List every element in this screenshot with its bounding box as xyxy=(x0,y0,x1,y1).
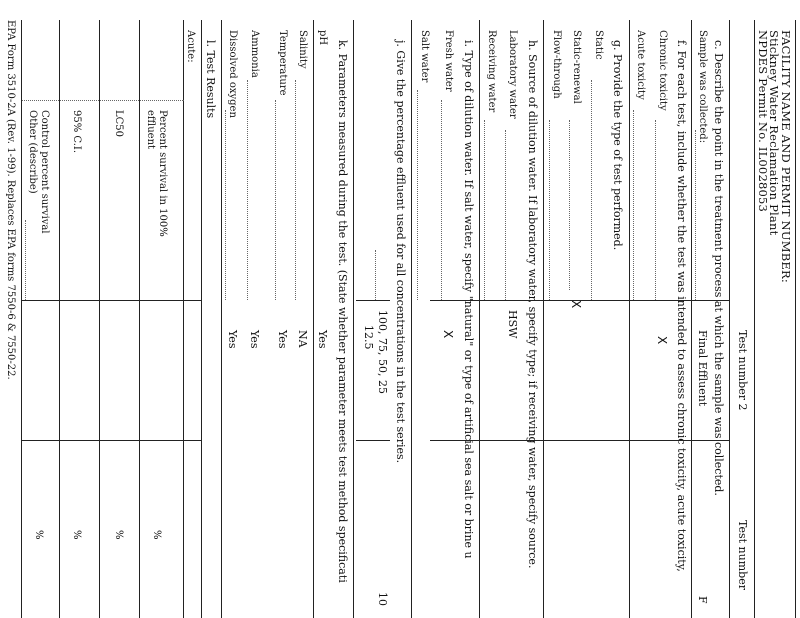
header-facility-name: Stickney Water Reclamation Plant xyxy=(767,30,781,236)
static-label: Static xyxy=(593,30,604,60)
row-rule xyxy=(691,20,692,618)
leader-dots xyxy=(505,130,506,300)
concentrations-col2: 10 xyxy=(376,592,389,606)
chronic-label: Chronic toxicity xyxy=(657,30,668,111)
acute-results-label: Acute: xyxy=(185,30,196,63)
percent-survival-line2: effluent xyxy=(145,110,156,150)
leader-dots xyxy=(225,110,226,300)
static-renewal-check: X xyxy=(569,300,583,309)
salt-water-label: Salt water xyxy=(419,30,430,83)
row-rule xyxy=(99,20,100,618)
receiving-water-label: Receiving water xyxy=(486,30,497,113)
row-rule xyxy=(139,20,140,618)
leader-dots xyxy=(591,80,592,300)
sample-collected-col3: F xyxy=(696,596,709,604)
flow-through-label: Flow-through xyxy=(551,30,562,99)
sample-collected-label: Sample was collected: xyxy=(697,30,708,144)
row-rule xyxy=(353,20,354,618)
row-rule xyxy=(479,20,480,618)
header-permit-number: NPDES Permit No. IL0028053 xyxy=(756,30,770,213)
row-rule xyxy=(313,20,314,618)
row-rule xyxy=(729,20,730,618)
concentrations-line2: 12.5 xyxy=(362,325,375,350)
dissolved-oxygen-value: Yes xyxy=(226,330,239,349)
leader-dots xyxy=(695,130,696,300)
leader-dots xyxy=(375,250,376,300)
item-c: c. Describe the point in the treatment process at which the sample was collected. xyxy=(712,40,725,496)
column-rule xyxy=(22,300,202,301)
column-dots xyxy=(22,100,184,101)
temperature-value: Yes xyxy=(276,330,289,349)
form-footer: EPA Form 3510-2A (Rev. 1-99). Replaces EPA forms 7550-6 & 7550-22. xyxy=(5,20,16,380)
temperature-label: Temperature xyxy=(277,30,288,96)
ci-label: 95% C.I. xyxy=(71,110,82,154)
row-rule xyxy=(629,20,630,618)
leader-dots xyxy=(275,100,276,300)
leader-dots xyxy=(633,110,634,300)
pct-lc50: % xyxy=(113,530,124,540)
header-top-rule xyxy=(795,20,796,618)
fresh-water-check: X xyxy=(441,330,455,339)
percent-survival-line1: Percent survival in 100% xyxy=(157,110,168,237)
salinity-label: Salinity xyxy=(297,30,308,69)
leader-dots xyxy=(441,100,442,300)
test-number-col1: Test number 2 xyxy=(736,330,749,411)
lab-water-label: Laboratory water xyxy=(507,30,518,119)
item-f: f. For each test, include whether the test was intended to assess chronic toxicity, acute toxicity, xyxy=(675,40,688,572)
leader-dots xyxy=(295,80,296,300)
chronic-check: X xyxy=(655,336,669,345)
concentrations-line1: 100, 75, 50, 25 xyxy=(376,310,389,394)
control-survival-label: Control percent survival xyxy=(39,110,50,234)
item-j: j. Give the percentage effluent used for all concentrations in the test series. xyxy=(394,40,407,464)
sample-collected-value: Final Effluent xyxy=(696,330,709,407)
leader-dots xyxy=(569,120,570,290)
leader-dots xyxy=(484,120,485,300)
row-rule xyxy=(21,20,22,618)
pct-survival: % xyxy=(151,530,162,540)
item-g: g. Provide the type of test performed. xyxy=(611,40,624,251)
ph-value: Yes xyxy=(316,330,329,349)
row-rule xyxy=(183,20,184,618)
static-renewal-label: Static-renewal xyxy=(571,30,582,104)
pct-ci: % xyxy=(71,530,82,540)
leader-dots xyxy=(655,120,656,300)
row-rule xyxy=(201,20,202,618)
ammonia-label: Ammonia xyxy=(249,30,260,78)
item-h: h. Source of dilution water. If laboratory water, specify type; if receiving water, specify source. xyxy=(526,40,539,569)
test-number-col2: Test number xyxy=(736,520,749,590)
row-rule xyxy=(59,20,60,618)
leader-dots xyxy=(247,80,248,300)
row-rule xyxy=(221,20,222,618)
leader-dots xyxy=(549,120,550,300)
item-l: l. Test Results xyxy=(204,40,217,119)
column-rule xyxy=(356,300,390,301)
header-bottom-rule xyxy=(754,20,755,618)
leader-dots xyxy=(417,90,418,300)
lab-water-value: HSW xyxy=(506,310,519,339)
item-i: i. Type of dilution water. If salt water, specify "natural" or type of artificial sea salt or brine u xyxy=(462,40,475,559)
fresh-water-label: Fresh water xyxy=(443,30,454,92)
ph-label: pH xyxy=(317,30,328,46)
header-facility-label: FACILITY NAME AND PERMIT NUMBER: xyxy=(779,30,793,283)
pct-control: % xyxy=(33,530,44,540)
column-rule xyxy=(356,440,390,441)
item-k: k. Parameters measured during the test. (State whether parameter meets test method specificati xyxy=(336,40,349,583)
column-rule xyxy=(430,440,730,441)
row-rule xyxy=(411,20,412,618)
ammonia-value: Yes xyxy=(248,330,261,349)
row-rule xyxy=(543,20,544,618)
leader-dots xyxy=(25,220,26,300)
column-rule xyxy=(22,440,202,441)
lc50-label: LC50 xyxy=(113,110,124,138)
other-describe-label: Other (describe) xyxy=(27,110,38,194)
acute-label: Acute toxicity xyxy=(635,30,646,100)
column-rule xyxy=(430,300,730,301)
dissolved-oxygen-label: Dissolved oxygen xyxy=(227,30,238,118)
salinity-value: NA xyxy=(296,330,309,348)
